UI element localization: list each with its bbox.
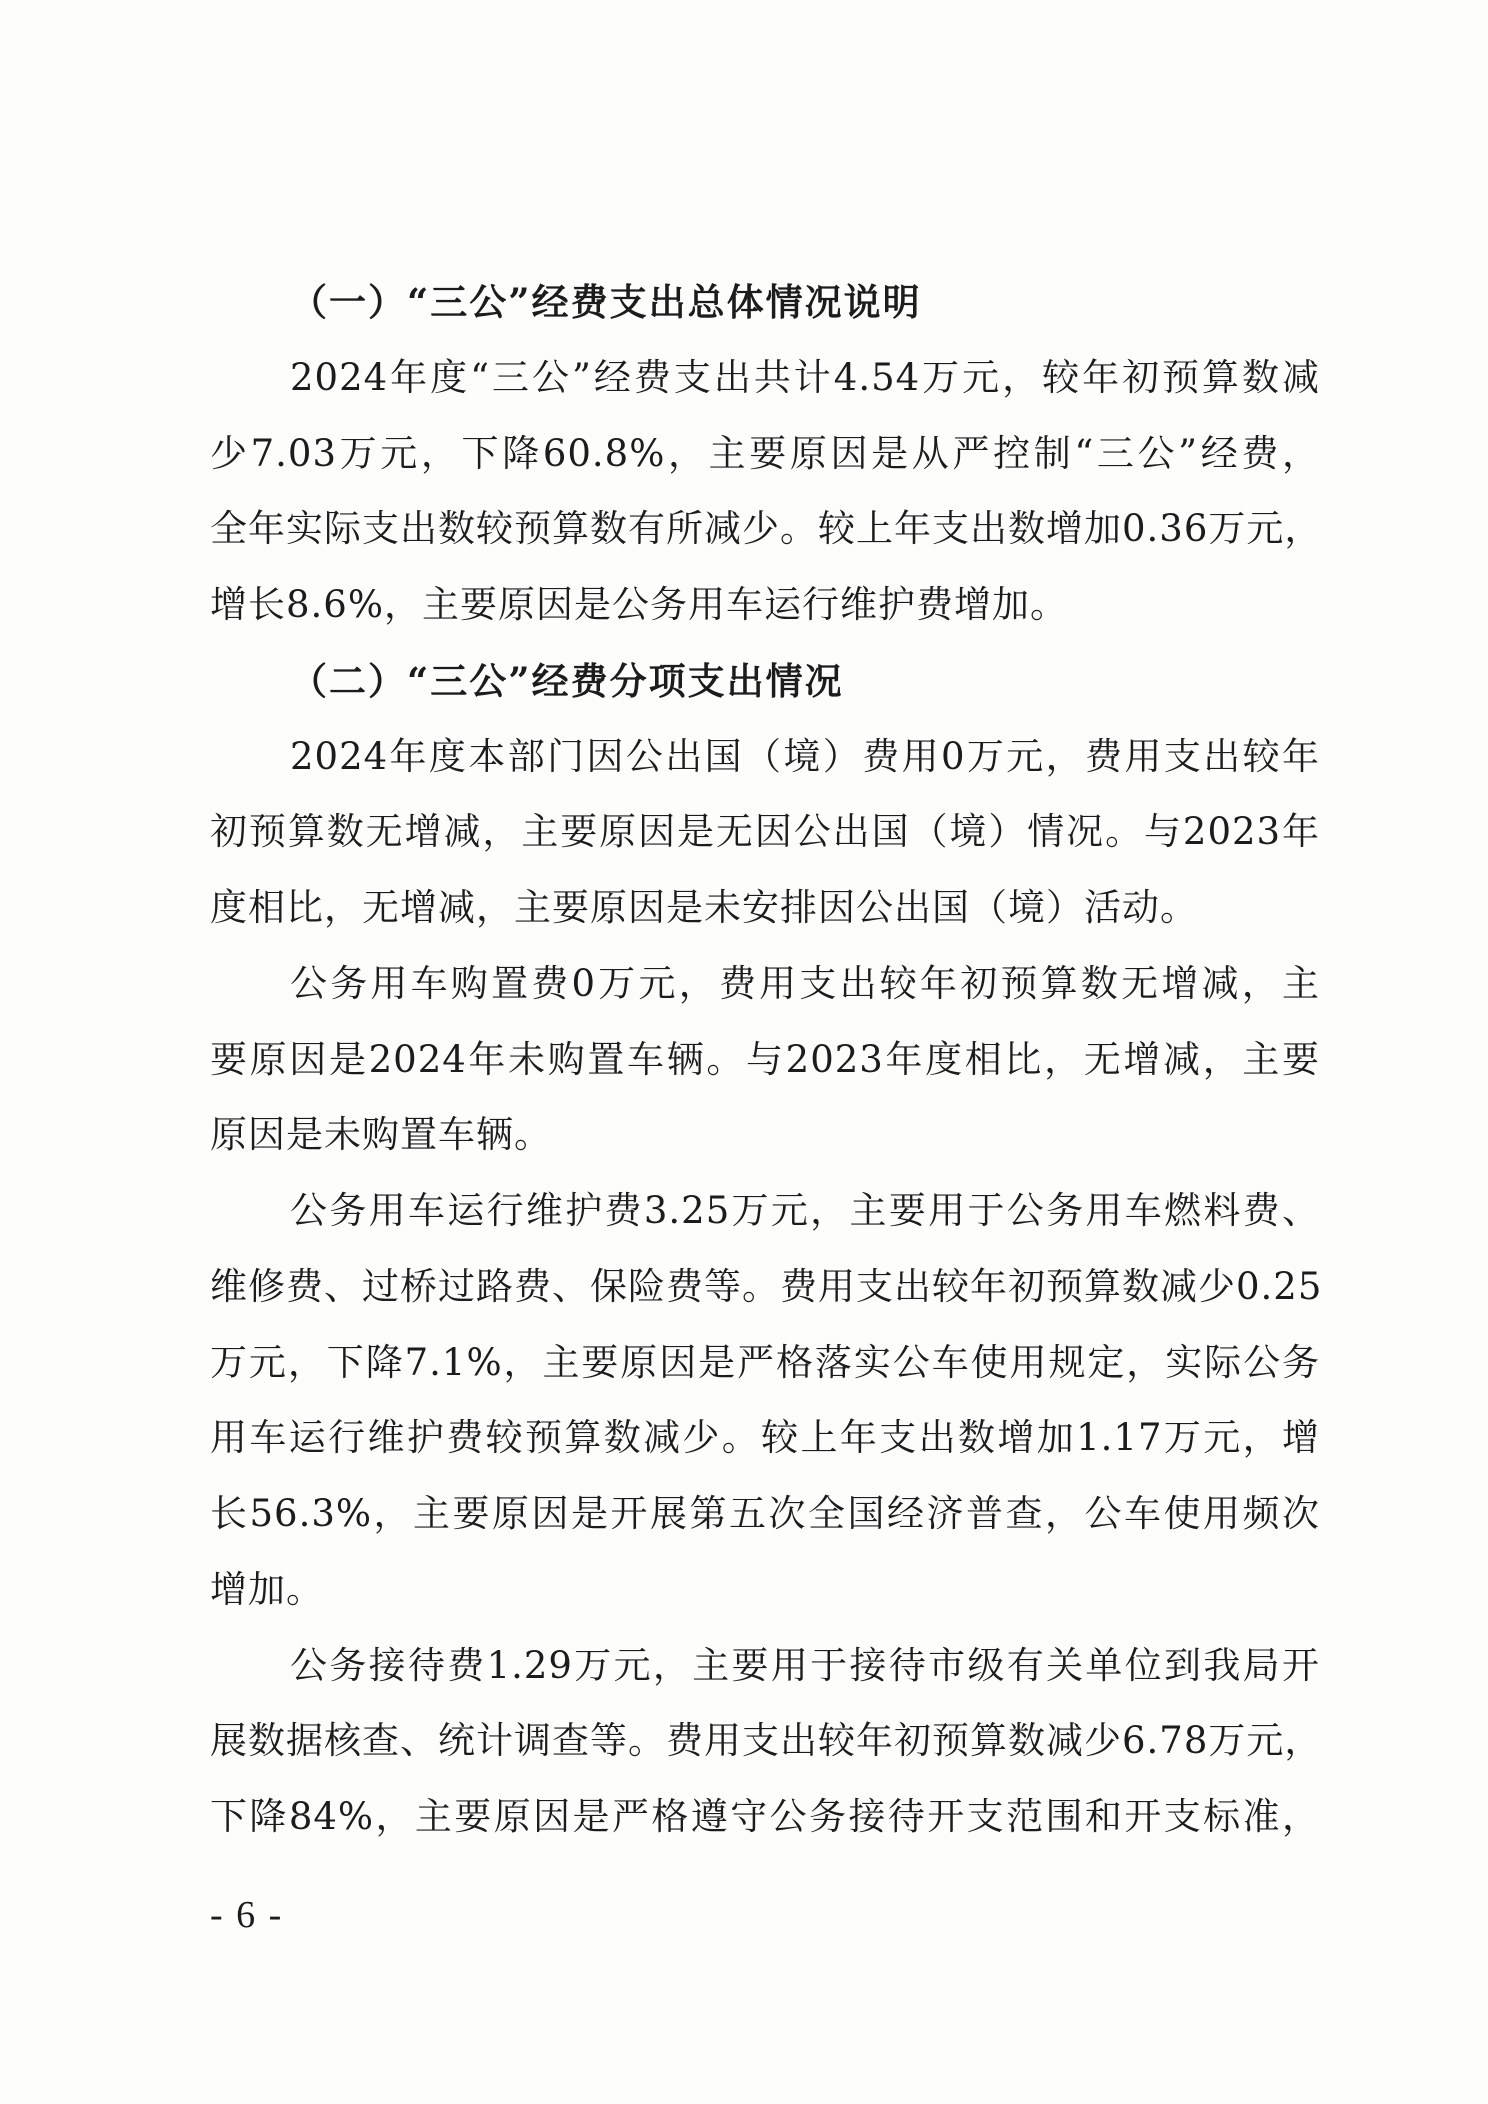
paragraph-line: 用车运行维护费较预算数减少。较上年支出数增加1.17万元，增 — [210, 1416, 1320, 1459]
paragraph-line: 2024年度“三公”经费支出共计4.54万元，较年初预算数减 — [290, 356, 1320, 399]
paragraph-line: 增长8.6%，主要原因是公务用车运行维护费增加。 — [210, 583, 1068, 626]
section-heading-1: （一）“三公”经费支出总体情况说明 — [290, 280, 922, 324]
paragraph-line: 度相比，无增减，主要原因是未安排因公出国（境）活动。 — [210, 886, 1198, 929]
paragraph-line: 要原因是2024年未购置车辆。与2023年度相比，无增减，主要 — [210, 1038, 1320, 1081]
paragraph-line: 公务接待费1.29万元，主要用于接待市级有关单位到我局开 — [290, 1644, 1320, 1687]
paragraph-line: 原因是未购置车辆。 — [210, 1113, 552, 1156]
paragraph-line: 维修费、过桥过路费、保险费等。费用支出较年初预算数减少0.25 — [210, 1265, 1323, 1308]
paragraph-line: 全年实际支出数较预算数有所减少。较上年支出数增加0.36万元， — [210, 507, 1323, 550]
page-number: - 6 - — [210, 1894, 284, 1936]
paragraph-line: 公务用车运行维护费3.25万元，主要用于公务用车燃料费、 — [290, 1189, 1320, 1232]
paragraph-line: 万元，下降7.1%，主要原因是严格落实公车使用规定，实际公务 — [210, 1341, 1320, 1384]
paragraph-line: 增加。 — [210, 1568, 324, 1611]
paragraph-line: 下降84%，主要原因是严格遵守公务接待开支范围和开支标准， — [210, 1795, 1320, 1838]
paragraph-line: 少7.03万元，下降60.8%，主要原因是从严控制“三公”经费， — [210, 432, 1320, 475]
paragraph-line: 长56.3%，主要原因是开展第五次全国经济普查，公车使用频次 — [210, 1492, 1320, 1535]
paragraph-line: 初预算数无增减，主要原因是无因公出国（境）情况。与2023年 — [210, 810, 1320, 853]
paragraph-line: 展数据核查、统计调查等。费用支出较年初预算数减少6.78万元， — [210, 1719, 1323, 1762]
paragraph-line: 公务用车购置费0万元，费用支出较年初预算数无增减，主 — [290, 962, 1320, 1005]
paragraph-line: 2024年度本部门因公出国（境）费用0万元，费用支出较年 — [290, 735, 1320, 778]
section-heading-2: （二）“三公”经费分项支出情况 — [290, 659, 844, 703]
